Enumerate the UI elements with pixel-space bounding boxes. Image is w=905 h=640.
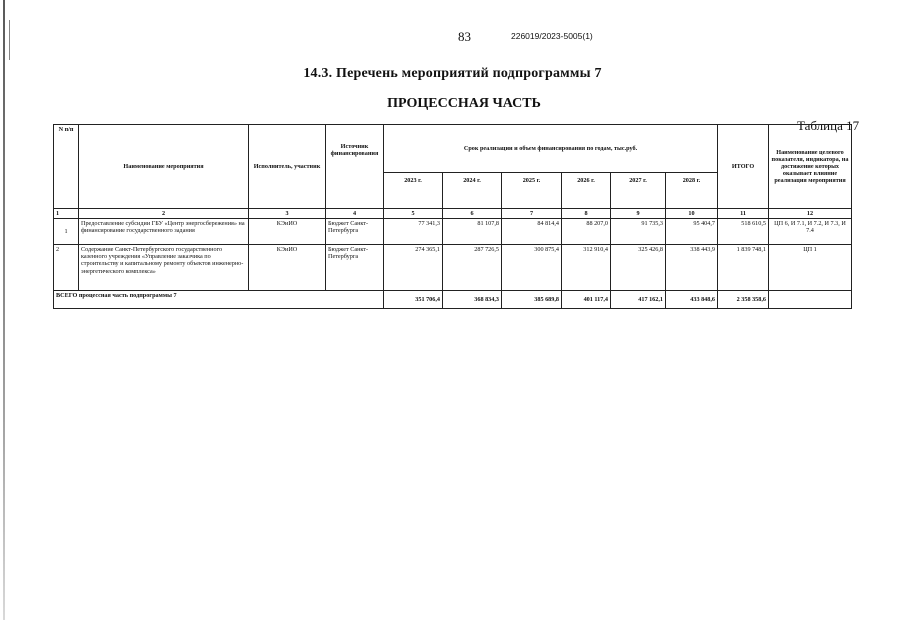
- section-title: 14.3. Перечень мероприятий подпрограммы 7: [303, 66, 602, 81]
- row-total: 518 610,5: [718, 219, 769, 245]
- column-number: 6: [443, 209, 502, 219]
- header-executor: Исполнитель, участник: [249, 125, 326, 209]
- page-number: 83: [458, 29, 471, 44]
- header-year: 2024 г.: [443, 173, 502, 209]
- scan-edge-shadow: [3, 0, 5, 620]
- table-row: [54, 219, 852, 245]
- scan-edge-mark: [9, 20, 10, 60]
- header-num: N п/п: [54, 125, 79, 209]
- header-name: Наименование мероприятия: [79, 125, 249, 209]
- header-source: Источник финансирования: [326, 125, 384, 209]
- column-number: 12: [769, 209, 852, 219]
- header-total: ИТОГО: [718, 125, 769, 209]
- grand-total: 2 358 358,6: [718, 291, 769, 309]
- row-value: 312 910,4: [562, 245, 611, 291]
- header-year: 2027 г.: [611, 173, 666, 209]
- row-source: Бюджет Санкт-Петербурга: [326, 219, 384, 245]
- row-value: 325 426,8: [611, 245, 666, 291]
- row-value: 338 443,9: [666, 245, 718, 291]
- header-period: Срок реализации и объем финансирования по годам, тыс.руб.: [384, 125, 718, 173]
- row-value: 274 365,1: [384, 245, 443, 291]
- total-label: ВСЕГО процессная часть подпрограммы 7: [54, 291, 384, 309]
- total-value: 401 117,4: [562, 291, 611, 309]
- row-indicator: ЦП 1: [769, 245, 852, 291]
- row-value: 95 404,7: [666, 219, 718, 245]
- row-value: 77 341,3: [384, 219, 443, 245]
- row-value: 84 814,4: [502, 219, 562, 245]
- row-num: 2: [54, 245, 79, 291]
- column-number: 2: [79, 209, 249, 219]
- row-value: 300 875,4: [502, 245, 562, 291]
- row-indicator: ЦП 6, И 7.1, И 7.2, И 7.3, И 7.4: [769, 219, 852, 245]
- row-value: 91 735,3: [611, 219, 666, 245]
- total-value: 385 689,8: [502, 291, 562, 309]
- header-year: 2023 г.: [384, 173, 443, 209]
- row-total: 1 839 748,1: [718, 245, 769, 291]
- row-num: 1: [54, 219, 79, 245]
- column-number: 9: [611, 209, 666, 219]
- row-value: 81 107,8: [443, 219, 502, 245]
- header-year: 2028 г.: [666, 173, 718, 209]
- row-value: 88 207,0: [562, 219, 611, 245]
- total-row: [54, 291, 852, 309]
- column-number: 4: [326, 209, 384, 219]
- document-code: 226019/2023-5005(1): [511, 31, 593, 41]
- row-executor: КЭиИО: [249, 219, 326, 245]
- header-indicator: Наименование целевого показателя, индикатора, на достижение которых оказывает влияние реализация мероприятия: [769, 125, 852, 209]
- total-value: 351 706,4: [384, 291, 443, 309]
- row-name: Содержание Санкт-Петербургского государственного казенного учреждения «Управление заказчика по строительству и капитальному ремонту объектов инженерно-энергетического комплекса»: [79, 245, 249, 291]
- header-row: [54, 125, 852, 173]
- activities-table: [53, 124, 852, 309]
- table-row: [54, 245, 852, 291]
- column-number: 3: [249, 209, 326, 219]
- column-numbers-row: [54, 209, 852, 219]
- column-number: 5: [384, 209, 443, 219]
- total-value: 433 848,6: [666, 291, 718, 309]
- row-name: Предоставление субсидии ГБУ «Центр энергосбережения» на финансирование государственного задания: [79, 219, 249, 245]
- total-indicator-empty: [769, 291, 852, 309]
- row-source: Бюджет Санкт-Петербурга: [326, 245, 384, 291]
- column-number: 1: [54, 209, 79, 219]
- column-number: 11: [718, 209, 769, 219]
- total-value: 368 834,3: [443, 291, 502, 309]
- column-number: 8: [562, 209, 611, 219]
- header-year: 2026 г.: [562, 173, 611, 209]
- section-subtitle: ПРОЦЕССНАЯ ЧАСТЬ: [387, 96, 541, 111]
- header-year: 2025 г.: [502, 173, 562, 209]
- total-value: 417 162,1: [611, 291, 666, 309]
- column-number: 7: [502, 209, 562, 219]
- table-label: Таблица 17: [797, 118, 860, 133]
- row-value: 287 726,5: [443, 245, 502, 291]
- row-executor: КЭиИО: [249, 245, 326, 291]
- column-number: 10: [666, 209, 718, 219]
